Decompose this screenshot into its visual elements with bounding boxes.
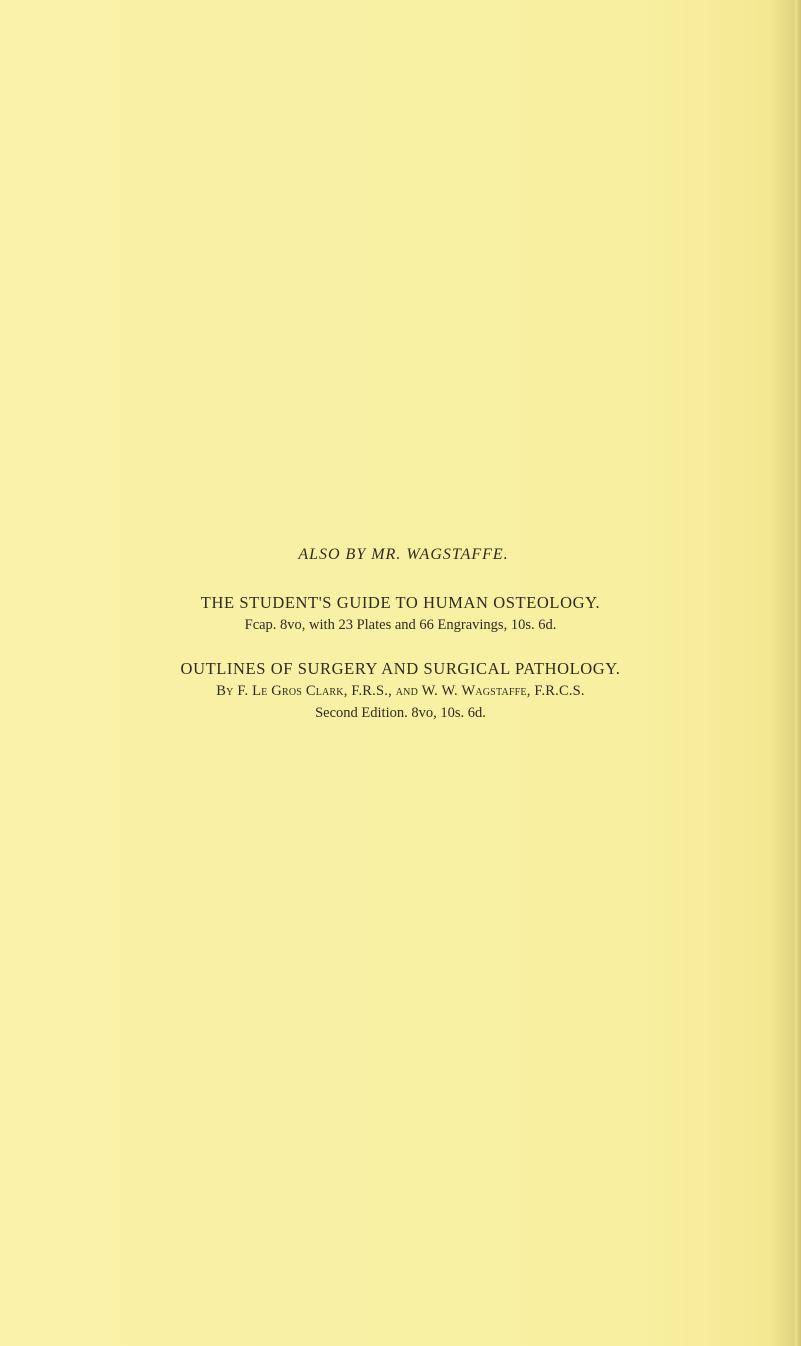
book-authors-surgery: By F. Le Gros Clark, F.R.S., and W. W. Wagstaffe, F.R.C.S.: [216, 683, 585, 699]
spacer: [0, 566, 801, 592]
advertisement-block: [0, 544, 801, 724]
book-title-surgery: OUTLINES OF SURGERY AND SURGICAL PATHOLOGY.: [180, 659, 621, 678]
book-title-osteology: THE STUDENT'S GUIDE TO HUMAN OSTEOLOGY.: [200, 593, 601, 612]
section-heading: ALSO BY MR. WAGSTAFFE.: [298, 546, 509, 563]
spacer: [0, 636, 801, 658]
book-details-surgery: Second Edition. 8vo, 10s. 6d.: [315, 705, 486, 721]
book-details-osteology: Fcap. 8vo, with 23 Plates and 66 Engravings, 10s. 6d.: [244, 617, 557, 633]
